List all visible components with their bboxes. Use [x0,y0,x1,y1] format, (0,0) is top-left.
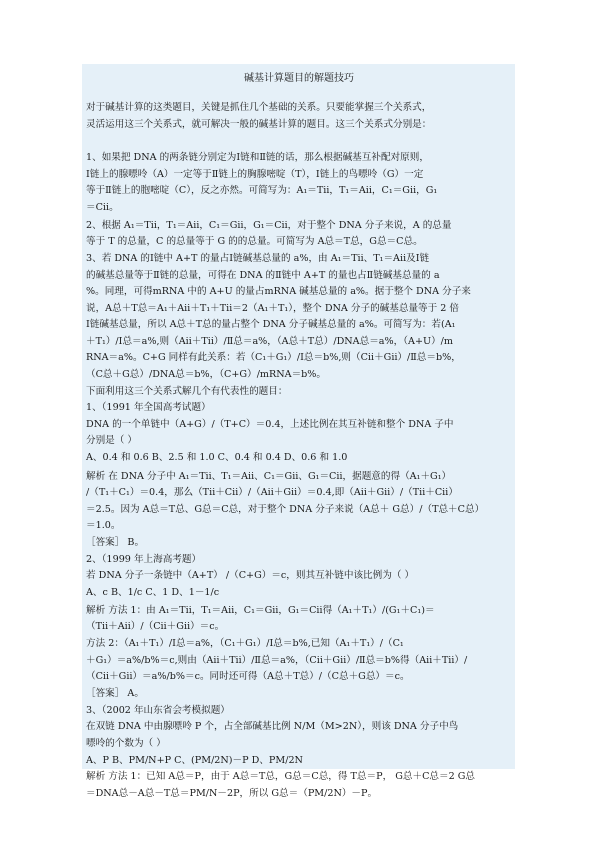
text-line: 在双链 DNA 中由腺嘌呤 P 个，占全部碱基比例 N/M（M>2N），则该 DNA 分子中鸟 [86,721,459,732]
text-line: RNA＝a%。C+G 同样有此关系：若（C₁＋G₁）/Ⅰ总＝b%,则（Cⅱ＋Gⅱ）/Ⅱ总＝b%， [86,352,461,363]
text-line: Ⅰ链碱基总量，所以 A总＋T总的量占整个 DNA 分子碱基总量的 a%。可简写为：若(A₁ [86,319,456,330]
text-line: 等于 T 的总量，C 的总量等于 G 的的总量。可简写为 A总＝T总，G总＝C总。 [86,236,423,247]
text-line: 解析 在 DNA 分子中 A₁＝Tⅱ、T₁＝Aⅱ、C₁＝Gⅱ、G₁＝Cⅱ，据题意的得（A₁＋G₁） [86,471,452,482]
text-line: 2、根据 A₁＝Tⅱ，T₁＝Aⅱ，C₁＝Gⅱ，G₁＝Cⅱ，对于整个 DNA 分子来说，A 的总量 [86,220,452,231]
text-line: 下面利用这三个关系式解几个有代表性的题目： [86,386,288,397]
text-line: ＝2.5。因为 A总＝T总、G总＝C总，对于整个 DNA 分子来说（A总＋ G总）/（T总＋C总） [86,504,485,515]
text-line: 解析 方法 1：已知 A总＝P，由于 A总＝T总，G总＝C总，得 T总＝P， G总＋C总＝2 G总 [86,771,476,782]
text-line: /（T₁＋C₁）＝0.4，那么（Tⅱ＋Cⅱ）/（Aⅱ＋Gⅱ）＝0.4,即（Aⅱ＋Gⅱ）/（Tⅱ＋Cⅱ） [86,487,458,498]
text-line: A、c B、1/c C、1 D、1－1/c [86,587,220,598]
text-line: 2、（1999 年上海高考题） [86,554,202,565]
text-line: 等于Ⅱ链上的胞嘧啶（C），反之亦然。可简写为：A₁＝Tⅱ，T₁＝Aⅱ，C₁＝Gⅱ，G₁ [86,185,438,196]
text-line: 的碱基总量等于Ⅱ链的总量，可得在 DNA 的Ⅱ链中 A+T 的量也占Ⅱ链碱基总量的 a [86,270,440,281]
text-line: 3、（2002 年山东省会考模拟题） [86,705,230,716]
text-line: 1、（1991 年全国高考试题） [86,402,211,413]
document-page [82,64,515,799]
text-line: （Tⅱ＋Aⅱ）/（Cⅱ＋Gⅱ）＝c。 [86,621,225,632]
text-line: %。同理，可得mRNA 中的 A+U 的量占mRNA 碱基总量的 a%。据于整个 DNA 分子来 [86,286,471,297]
text-line: ［答案］ A。 [86,688,144,699]
text-line: 1、如果把 DNA 的两条链分别定为Ⅰ链和Ⅱ链的话，那么根据碱基互补配对原则， [86,152,429,163]
text-line: ［答案］ B。 [86,537,145,548]
text-line: 灵活运用这三个关系式，就可解决一般的碱基计算的题目。这三个关系式分别是： [86,119,432,130]
document-title: 碱基计算题目的解题技巧 [244,73,354,84]
text-line: 说，A总＋T总＝A₁＋Aⅱ＋T₁＋Tⅱ＝2（A₁＋T₁），整个 DNA 分子的碱基总量等于 2 倍 [86,303,460,314]
text-line: 方法 2：（A₁＋T₁）/Ⅰ总＝a%，（C₁＋G₁）/Ⅰ总＝b%,已知（A₁＋T₁）/（C₁ [86,638,404,649]
text-line: 若 DNA 分子一条链中（A+T） /（C+G）＝c，则其互补链中该比例为（ ） [86,570,415,581]
text-line: 对于碱基计算的这类题目，关键是抓住几个基础的关系。只要能掌握三个关系式， [86,102,432,113]
text-line: DNA 的一个单链中（A+G）/（T+C）＝0.4，上述比例在其互补链和整个 DNA 子中 [86,419,454,430]
text-line: Ⅰ链上的腺嘌呤（A）一定等于Ⅱ链上的胸腺嘧啶（T），Ⅰ链上的鸟嘌呤（G）一定 [86,169,424,180]
text-line: （C总＋G总）/DNA总＝b%，（C+G）/mRNA＝b%。 [86,369,327,380]
text-line: （Cⅱ＋Gⅱ）＝a%/b%＝c。同时还可得（A总＋T总）/（C总＋G总）＝c。 [86,671,410,682]
text-line: 分别是（ ） [86,435,138,446]
text-line: 3、若 DNA 的Ⅰ链中 A+T 的量占Ⅰ链碱基总量的 a%，由 A₁＝Tⅱ、T₁＝Aⅱ及Ⅰ链 [86,253,430,264]
text-line: ＋T₁）/Ⅰ总＝a%,则（Aⅱ＋Tⅱ）/Ⅱ总＝a%，（A总＋T总）/DNA总＝a%，（A+U）/m [86,336,454,347]
text-line: ＋G₁）＝a%/b%＝c,则由（Aⅱ＋Tⅱ）/Ⅱ总＝a%，（Cⅱ＋Gⅱ）/Ⅱ总＝b%得（Aⅱ＋Tⅱ）/ [86,655,468,666]
text-line: 嘌呤的个数为（ ） [86,738,166,749]
text-line: ＝1.0。 [86,520,121,531]
text-line: ＝Cⅱ。 [86,202,119,213]
text-line: ＝DNA总－A总－T总＝PM/N－2P，所以 G总＝（PM/2N）－P。 [86,788,378,799]
text-line: A、P B、PM/N+P C、(PM/2N)－P D、PM/2N [86,755,303,766]
text-line: 解析 方法 1：由 A₁＝Tⅱ，T₁＝Aⅱ，C₁＝Gⅱ，G₁＝Cⅱ得（A₁＋T₁）/(G₁＋C₁)＝ [86,605,435,616]
text-line: A、0.4 和 0.6 B、2.5 和 1.0 C、0.4 和 0.4 D、0.6 和 1.0 [86,452,348,463]
